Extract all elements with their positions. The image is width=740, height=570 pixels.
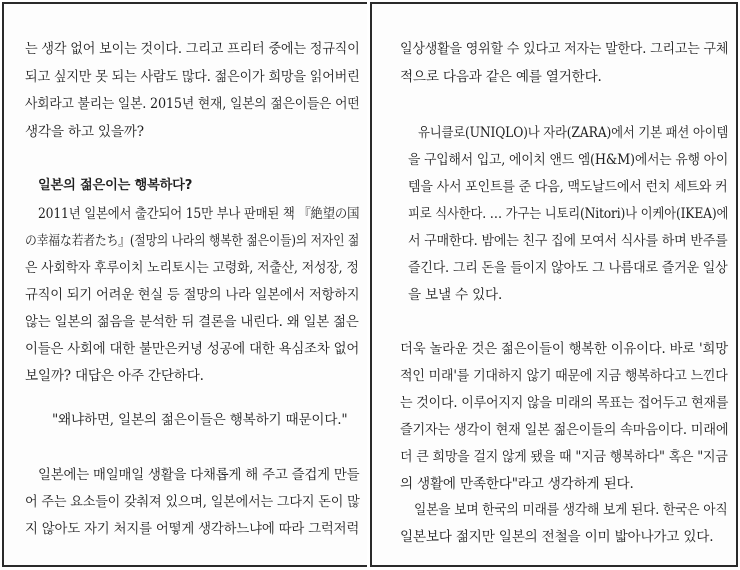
text-line: 되고 싶지만 못 되는 사람도 많다. 젊은이가 희망을 읽어버린 — [25, 69, 360, 85]
text-line: 적으로 다음과 같은 예를 열거한다. — [400, 69, 602, 85]
text-line: の幸福な若者たち』(절망의 나라의 행복한 젊은이들)의 저자인 젊 — [25, 233, 360, 249]
text-line: 즐기자는 생각이 현재 일본 젊은이들의 속마음이다. 미래에 — [400, 422, 729, 438]
text-line: 더욱 놀라운 것은 젊은이들이 행복한 이유이다. 바로 '희망 — [400, 341, 728, 357]
text-line: 않는 일본의 젊음을 분석한 뒤 결론을 내린다. 왜 일본 젊은 — [25, 314, 359, 330]
right-page — [370, 2, 738, 567]
text-line: 생각을 하고 있을까? — [25, 124, 144, 140]
text-line: 은 사회학자 후루이치 노리토시는 고령화, 저출산, 저성장, 정 — [25, 260, 359, 276]
example-line: 템을 사서 포인트를 준 다음, 맥도날드에서 런치 세트와 커 — [408, 179, 728, 195]
text-line: 이들은 사회에 대한 불만은커녕 성공에 대한 욕심조차 없어 — [25, 341, 360, 357]
text-line: 2011년 일본에서 출간되어 15만 부나 판매된 책 『絶望の国 — [38, 206, 360, 222]
text-line: 일본에는 매일매일 생활을 다채롭게 해 주고 즐겁게 만들 — [38, 467, 360, 483]
text-line: 규직이 되기 어려운 현실 등 절망의 나라 일본에서 저항하지 — [25, 287, 360, 303]
text-line: 일상생활을 영위할 수 있다고 저자는 말한다. 그리고는 구체 — [400, 41, 729, 57]
example-line: 피로 식사한다. … 가구는 니토리(Nitori)나 이케아(IKEA)에 — [408, 206, 729, 222]
example-line: 을 구입해서 입고, 에이치 앤드 엠(H&M)에서는 유행 아이 — [408, 152, 729, 168]
text-line: 일본을 보며 한국의 미래를 생각해 보게 된다. 한국은 아직 — [414, 502, 728, 518]
quote-line: "왜냐하면, 일본의 젊은이들은 행복하기 때문이다." — [52, 412, 348, 428]
example-line: 서 구매한다. 밤에는 친구 집에 모여서 식사를 하며 반주를 — [408, 233, 728, 249]
example-line: 즐긴다. 그리 돈을 들이지 않아도 그 나름대로 즐거운 일상 — [408, 260, 728, 276]
text-line: 의 생활에 만족한다"라고 생각하게 된다. — [400, 476, 634, 492]
text-line: 어 주는 요소들이 갖춰져 있으며, 일본에서는 그다지 돈이 많 — [25, 494, 360, 510]
text-line: 일본보다 젊지만 일본의 전철을 이미 밟아나가고 있다. — [400, 529, 714, 545]
example-line: 을 보낼 수 있다. — [408, 287, 503, 303]
text-line: 는 생각 없어 보이는 것이다. 그리고 프리터 중에는 정규직이 — [25, 41, 360, 57]
text-line: 적인 미래'를 기대하지 않기 때문에 지금 행복하다고 느낀다 — [400, 368, 728, 384]
section-heading: 일본의 젊은이는 행복하다? — [38, 178, 193, 193]
left-page — [2, 2, 369, 567]
text-line: 더 큰 희망을 걸지 않게 됐을 때 "지금 행복하다" 혹은 "지금 — [400, 449, 728, 465]
text-line: 보일까? 대답은 아주 간단하다. — [25, 368, 204, 384]
example-line: 유니클로(UNIQLO)나 자라(ZARA)에서 기본 패션 아이템 — [418, 125, 729, 141]
text-line: 사회라고 불리는 일본. 2015년 현재, 일본의 젊은이들은 어떤 — [25, 96, 360, 112]
text-line: 는 것이다. 이루어지지 않을 미래의 목표는 접어두고 현재를 — [400, 395, 729, 411]
text-line: 지 않아도 자기 처지를 어떻게 생각하느냐에 따라 그럭저럭 — [25, 521, 360, 537]
